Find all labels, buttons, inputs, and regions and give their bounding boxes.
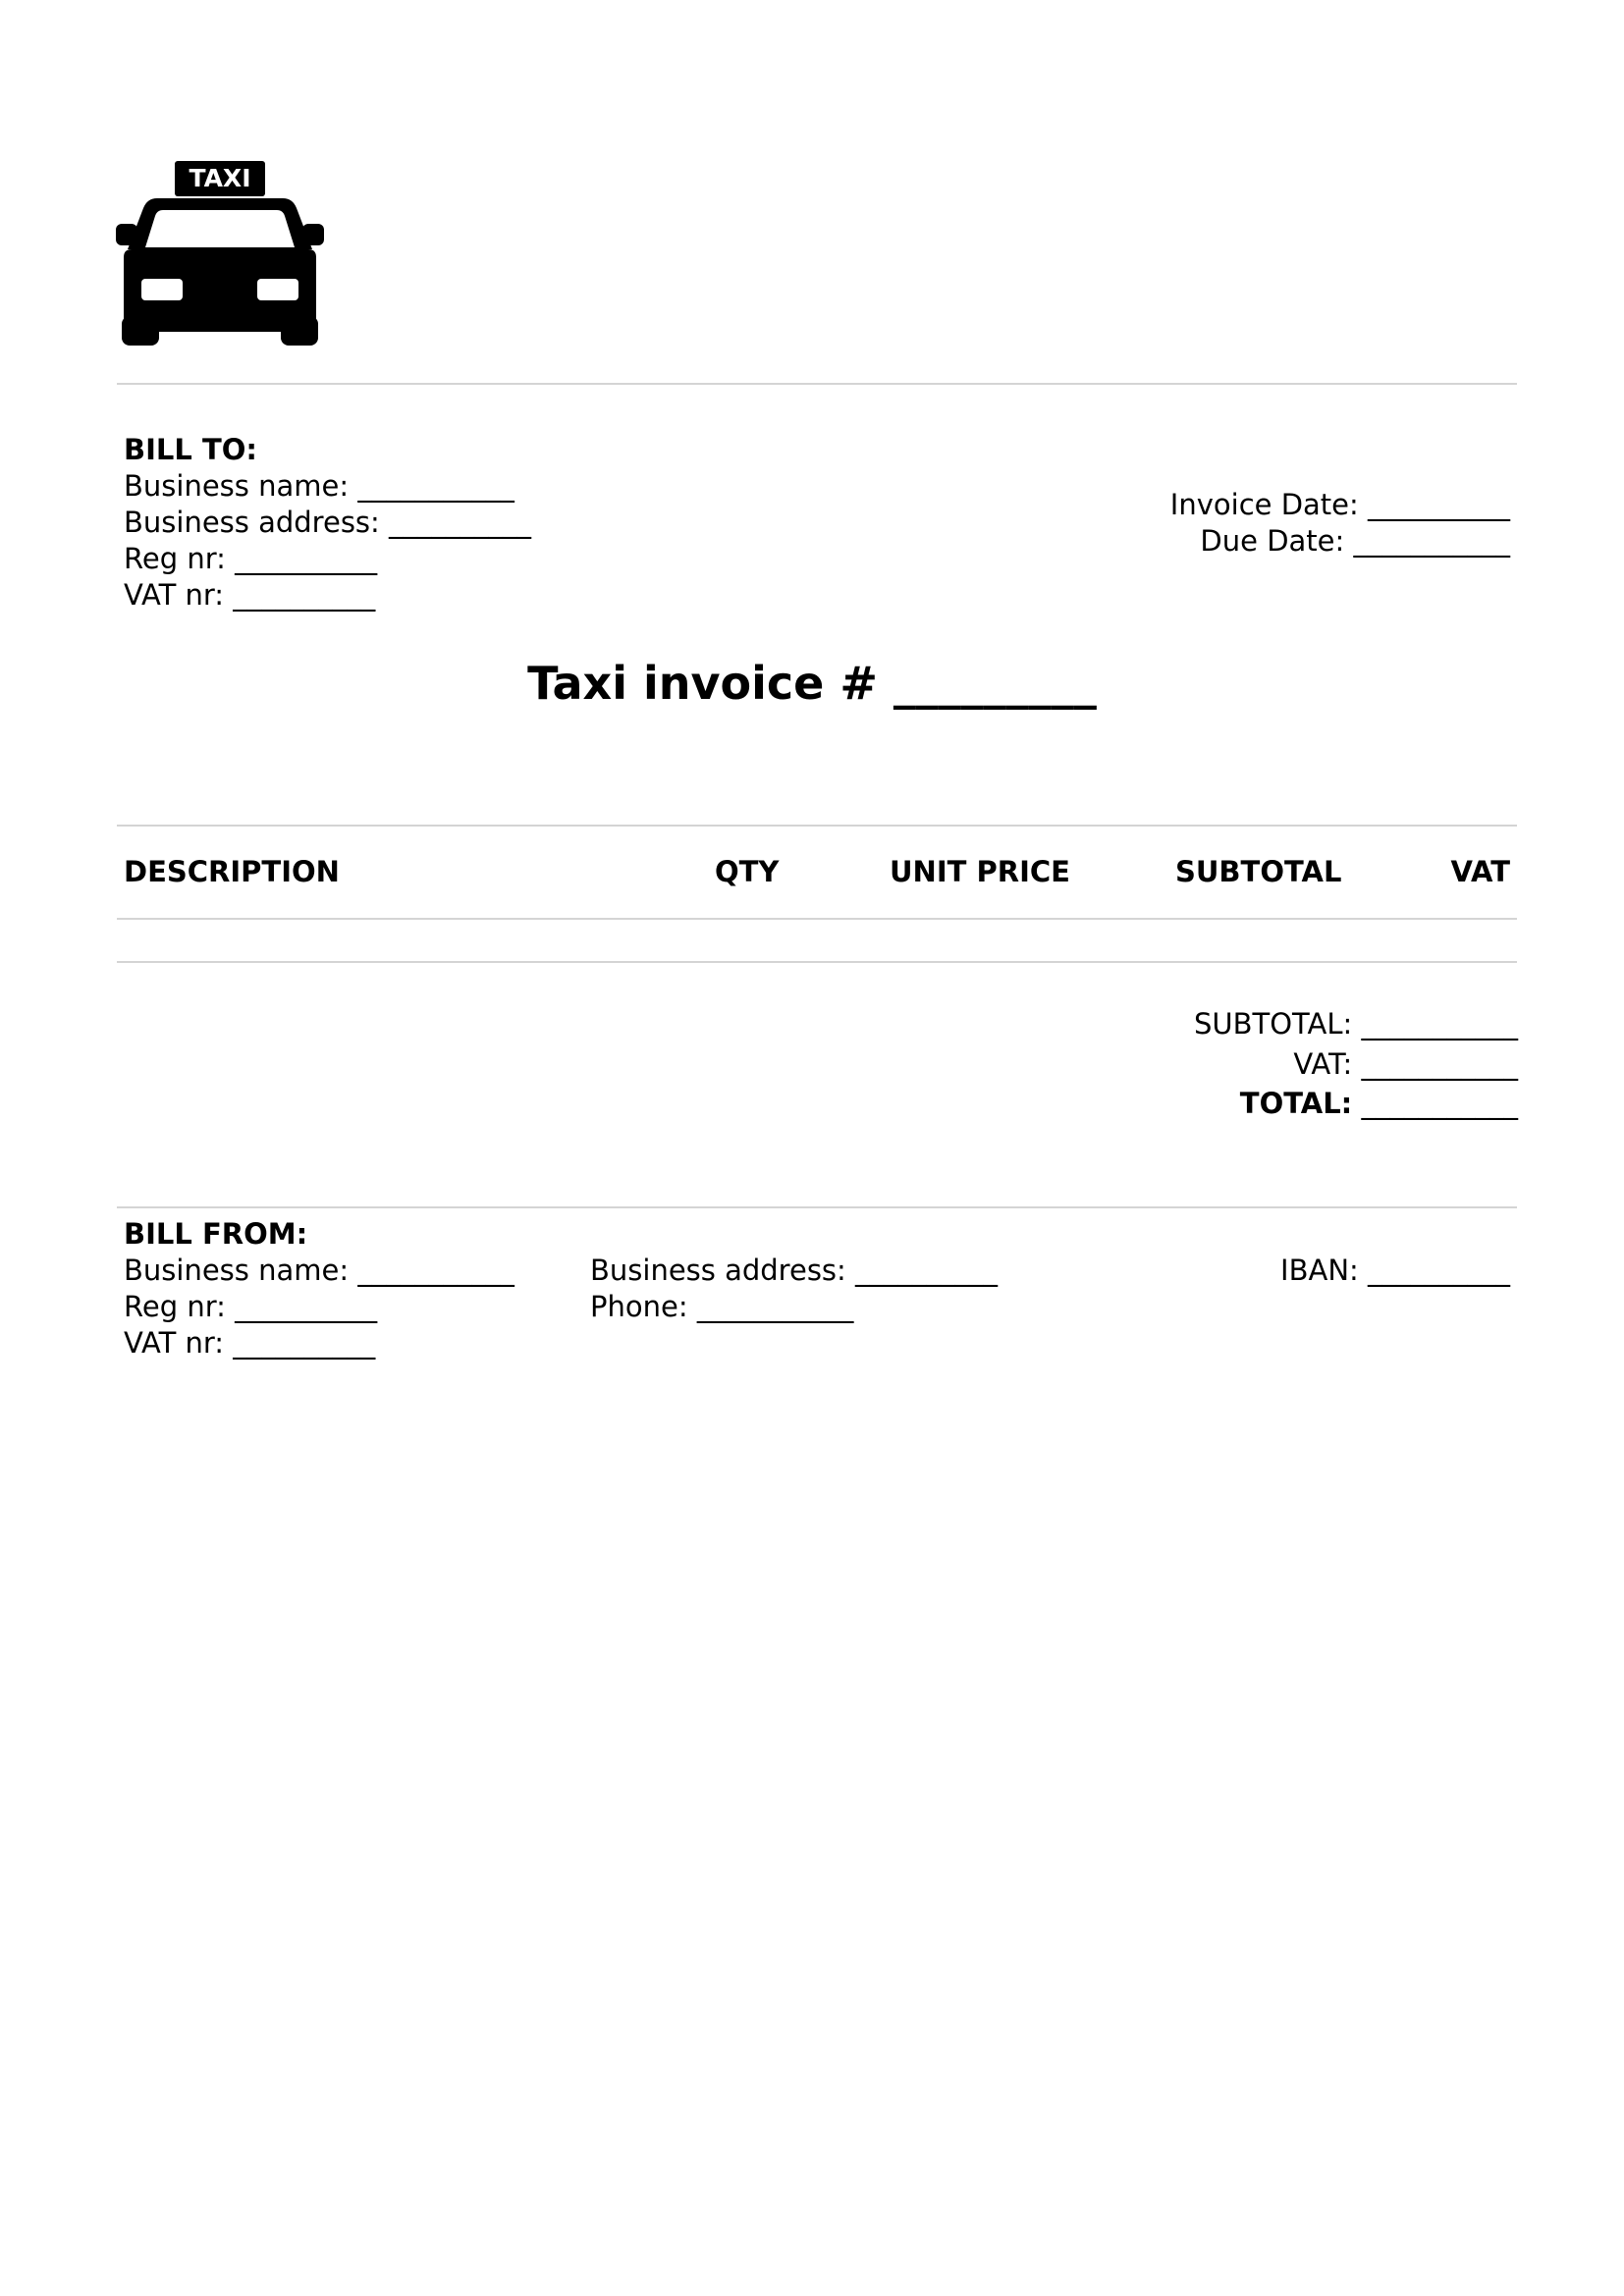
bill-from-divider <box>117 1206 1517 1208</box>
bill-to-vat-nr: VAT nr: __________ <box>124 578 376 612</box>
taxi-sign-text: TAXI <box>189 164 251 192</box>
column-header-subtotal: SUBTOTAL <box>1175 855 1342 888</box>
column-header-description: DESCRIPTION <box>124 855 340 888</box>
invoice-title: Taxi invoice # _________ <box>527 657 1097 710</box>
bill-from-business-name: Business name: ___________ <box>124 1254 514 1287</box>
header-divider <box>117 383 1517 385</box>
column-header-qty: QTY <box>715 855 780 888</box>
bill-from-vat-nr: VAT nr: __________ <box>124 1326 376 1360</box>
bill-to-reg-nr: Reg nr: __________ <box>124 542 378 575</box>
bill-to-heading: BILL TO: <box>124 433 257 466</box>
bill-to-business-name: Business name: ___________ <box>124 469 514 503</box>
bill-from-phone: Phone: ___________ <box>590 1290 854 1323</box>
invoice-date: Invoice Date: __________ <box>1169 488 1510 521</box>
total-label: TOTAL: <box>1239 1087 1353 1120</box>
bill-from-heading: BILL FROM: <box>124 1217 308 1251</box>
table-header-divider <box>117 918 1517 920</box>
totals-subtotal: SUBTOTAL: ___________ <box>1193 1007 1518 1041</box>
table-bottom-divider <box>117 961 1517 963</box>
totals-vat: VAT: ___________ <box>1293 1047 1518 1081</box>
due-date: Due Date: ___________ <box>1200 524 1510 558</box>
total-blank: ___________ <box>1361 1087 1518 1120</box>
bill-from-iban: IBAN: __________ <box>1280 1254 1510 1287</box>
taxi-logo <box>116 159 324 346</box>
table-top-divider <box>117 825 1517 827</box>
column-header-unit-price: UNIT PRICE <box>890 855 1070 888</box>
column-header-vat: VAT <box>1450 855 1510 888</box>
bill-to-business-address: Business address: __________ <box>124 506 532 539</box>
bill-from-business-address: Business address: __________ <box>590 1254 999 1287</box>
totals-total <box>1240 1086 1518 1122</box>
bill-from-reg-nr: Reg nr: __________ <box>124 1290 378 1323</box>
